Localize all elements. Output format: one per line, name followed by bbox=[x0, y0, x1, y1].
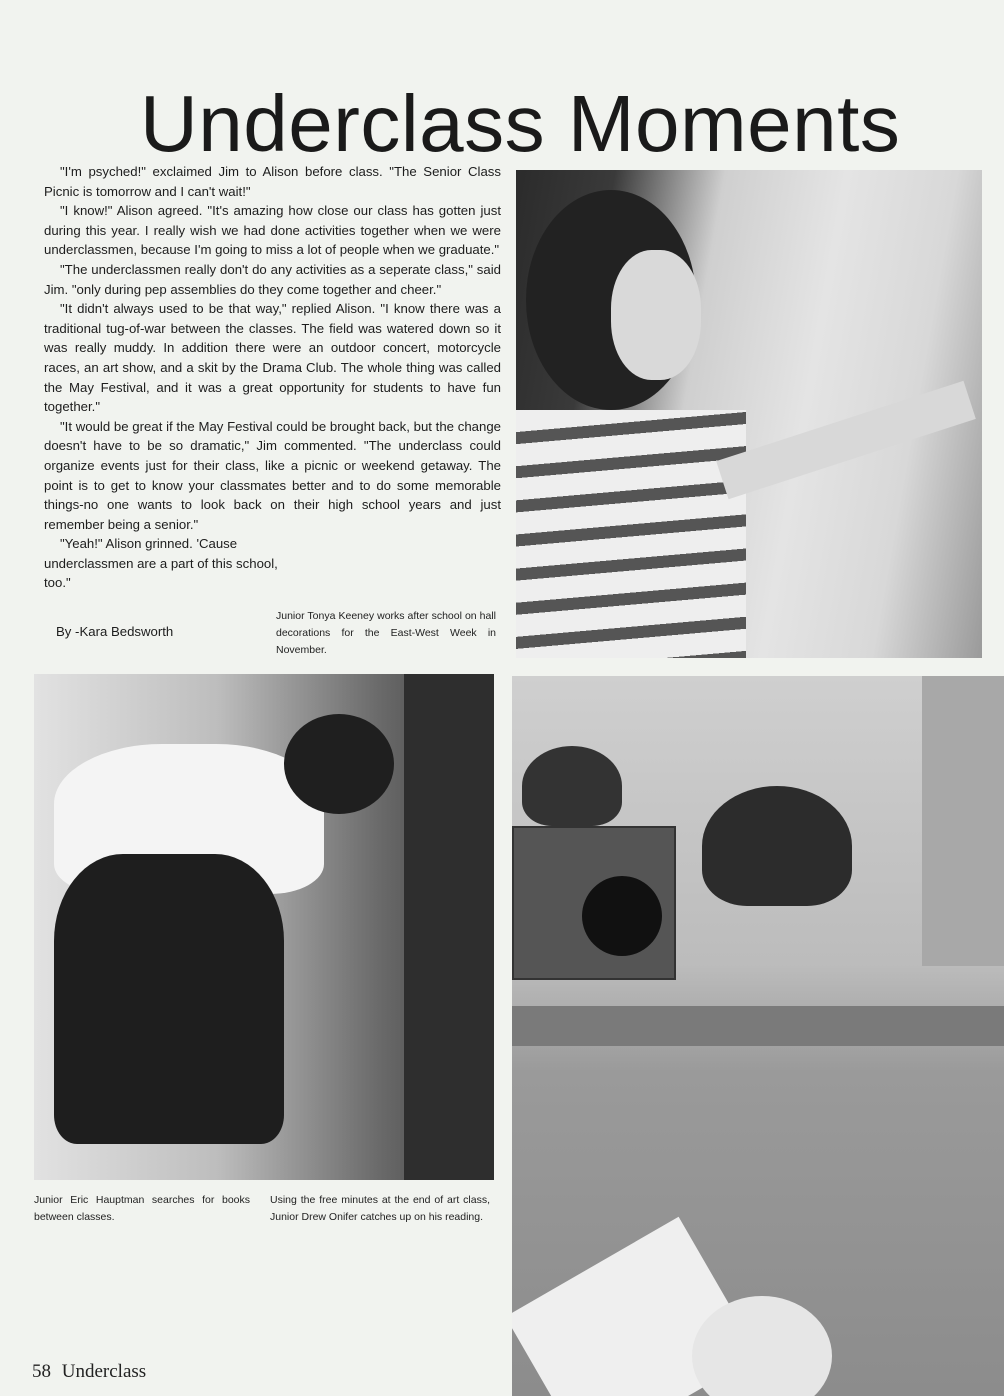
photo-eric-lockers bbox=[34, 674, 494, 1180]
article-body bbox=[44, 162, 501, 593]
caption-eric: Junior Eric Hauptman searches for books between classes. bbox=[34, 1194, 250, 1223]
section-name: Underclass bbox=[61, 1361, 147, 1382]
paragraph: "I know!" Alison agreed. "It's amazing how close our class has gotten just during this year. I really wish we had done activities together when we were underclassmen, because I'm going to miss a lot of people when we graduate." bbox=[44, 203, 501, 258]
paragraph: "It would be great if the May Festival could be brought back, but the change doesn't have to be so dramatic," Jim commented. "The underclass could organize events just for their class, like a picnic or weekend getaway. The point is to get to know your classmates better and to do some memorable things-no one wants to look back on their high school years and just remember being a senior." bbox=[44, 418, 501, 532]
caption-tonya: Junior Tonya Keeney works after school on hall decorations for the East-West Week in November. bbox=[276, 610, 496, 656]
page-number: 58 bbox=[32, 1361, 51, 1382]
paragraph: "I'm psyched!" exclaimed Jim to Alison before class. "The Senior Class Picnic is tomorrow and I can't wait!" bbox=[44, 164, 501, 199]
page-footer bbox=[32, 1361, 146, 1383]
page-title: Underclass Moments bbox=[140, 79, 901, 168]
caption-drew: Using the free minutes at the end of art class, Junior Drew Onifer catches up on his reading. bbox=[270, 1194, 490, 1223]
paragraph: "It didn't always used to be that way," replied Alison. "I know there was a traditional tug-of-war between the classes. The field was watered down so it was really muddy. In addition there were an outdoor concert, motorcycle races, an art show, and a skit by the Drama Club. The whole thing was called the May Festival, and it was a great opportunity for students to have fun together." bbox=[44, 301, 501, 415]
byline: By -Kara Bedsworth bbox=[56, 624, 174, 639]
photo-drew-art-class bbox=[512, 676, 1004, 1396]
photo-tonya-hall-decorations bbox=[516, 170, 982, 658]
paragraph: "Yeah!" Alison grinned. 'Cause underclassmen are a part of this school, too." bbox=[44, 536, 278, 591]
paragraph: "The underclassmen really don't do any activities as a seperate class," said Jim. "only during pep assemblies do they come together and cheer." bbox=[44, 261, 501, 297]
